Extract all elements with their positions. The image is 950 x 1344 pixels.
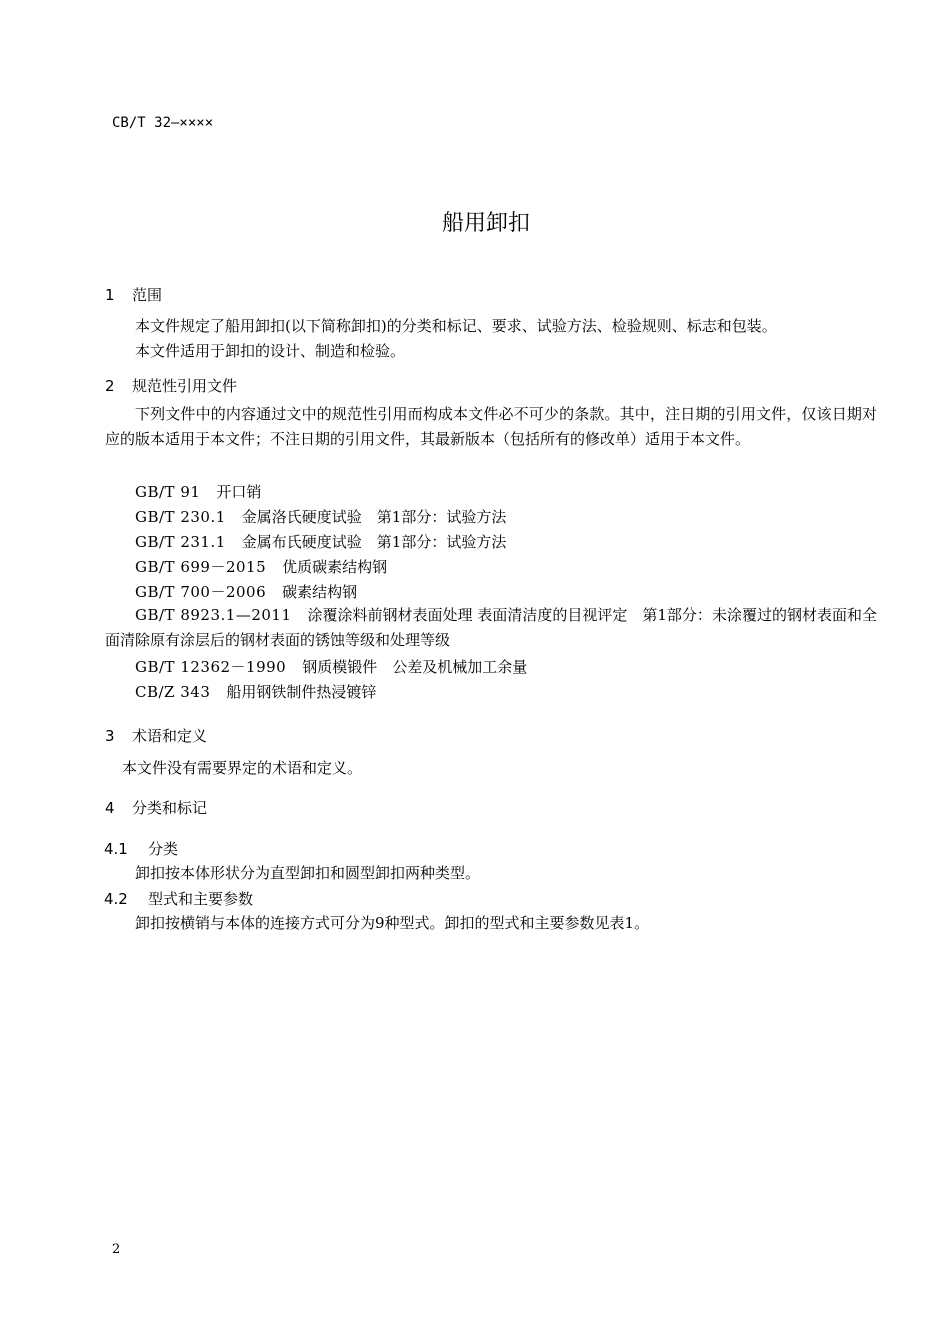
reference-code: GB/T 231.1 (135, 533, 226, 551)
section-1-heading (105, 284, 162, 305)
reference-title: 船用钢铁制件热浸镀锌 (226, 683, 377, 701)
section-3-paragraph: 本文件没有需要界定的术语和定义。 (122, 759, 363, 777)
reference-item (135, 581, 357, 602)
reference-item (135, 681, 376, 702)
reference-item (135, 656, 527, 677)
reference-title: 碳素结构钢 (282, 583, 358, 601)
subsection-4-2-heading (104, 888, 253, 909)
reference-item (135, 531, 506, 552)
subsection-title: 分类 (148, 840, 179, 858)
section-2-intro: 下列文件中的内容通过文中的规范性引用而构成本文件必不可少的条款。其中，注日期的引用文件，仅该日期对应的版本适用于本文件；不注日期的引用文件，其最新版本（包括所有的修改单）适用于本文件。 (105, 405, 877, 448)
section-number: 2 (105, 377, 115, 395)
reference-title: 涂覆涂料前钢材表面处理 表面清洁度的目视评定 第1部分：未涂覆过的钢材表面和全面清除原有涂层后的钢材表面的锈蚀等级和处理等级 (105, 606, 877, 649)
section-number: 1 (105, 286, 115, 304)
section-4-heading (105, 797, 207, 818)
subsection-4-1-paragraph: 卸扣按本体形状分为直型卸扣和圆型卸扣两种类型。 (135, 864, 481, 882)
section-number: 4 (105, 799, 115, 817)
reference-title: 优质碳素结构钢 (282, 558, 388, 576)
reference-code: GB/T 230.1 (135, 508, 226, 526)
reference-item (135, 481, 261, 502)
reference-code: GB/T 91 (135, 483, 201, 501)
reference-code: CB/Z 343 (135, 683, 211, 701)
reference-item (135, 556, 387, 577)
subsection-title: 型式和主要参数 (148, 890, 254, 908)
reference-title: 金属洛氏硬度试验 第1部分：试验方法 (241, 508, 507, 526)
page-number: 2 (112, 1242, 121, 1257)
subsection-4-2-paragraph: 卸扣按横销与本体的连接方式可分为9种型式。卸扣的型式和主要参数见表1。 (135, 914, 650, 932)
reference-code: GB/T 12362－1990 (135, 658, 287, 676)
reference-code: GB/T 699－2015 (135, 558, 267, 576)
section-title: 术语和定义 (132, 727, 208, 745)
document-title: 船用卸扣 (441, 211, 530, 236)
section-title: 分类和标记 (132, 799, 208, 817)
reference-item (105, 603, 877, 653)
subsection-number: 4.2 (104, 890, 128, 908)
section-title: 规范性引用文件 (132, 377, 238, 395)
reference-code: GB/T 700－2006 (135, 583, 267, 601)
reference-title: 开口销 (216, 483, 262, 501)
section-title: 范围 (132, 286, 163, 304)
document-code: CB/T 32—×××× (112, 115, 214, 131)
reference-item (135, 506, 506, 527)
reference-code: GB/T 8923.1—2011 (135, 606, 292, 624)
reference-title: 钢质模锻件 公差及机械加工余量 (302, 658, 528, 676)
section-1-paragraph-2: 本文件适用于卸扣的设计、制造和检验。 (135, 342, 406, 360)
section-2-heading (105, 375, 237, 396)
section-3-heading (105, 725, 207, 746)
section-number: 3 (105, 727, 115, 745)
subsection-number: 4.1 (104, 840, 128, 858)
reference-title: 金属布氏硬度试验 第1部分：试验方法 (241, 533, 507, 551)
subsection-4-1-heading (104, 838, 178, 859)
section-1-paragraph-1: 本文件规定了船用卸扣(以下简称卸扣)的分类和标记、要求、试验方法、检验规则、标志和包装。 (135, 317, 777, 335)
